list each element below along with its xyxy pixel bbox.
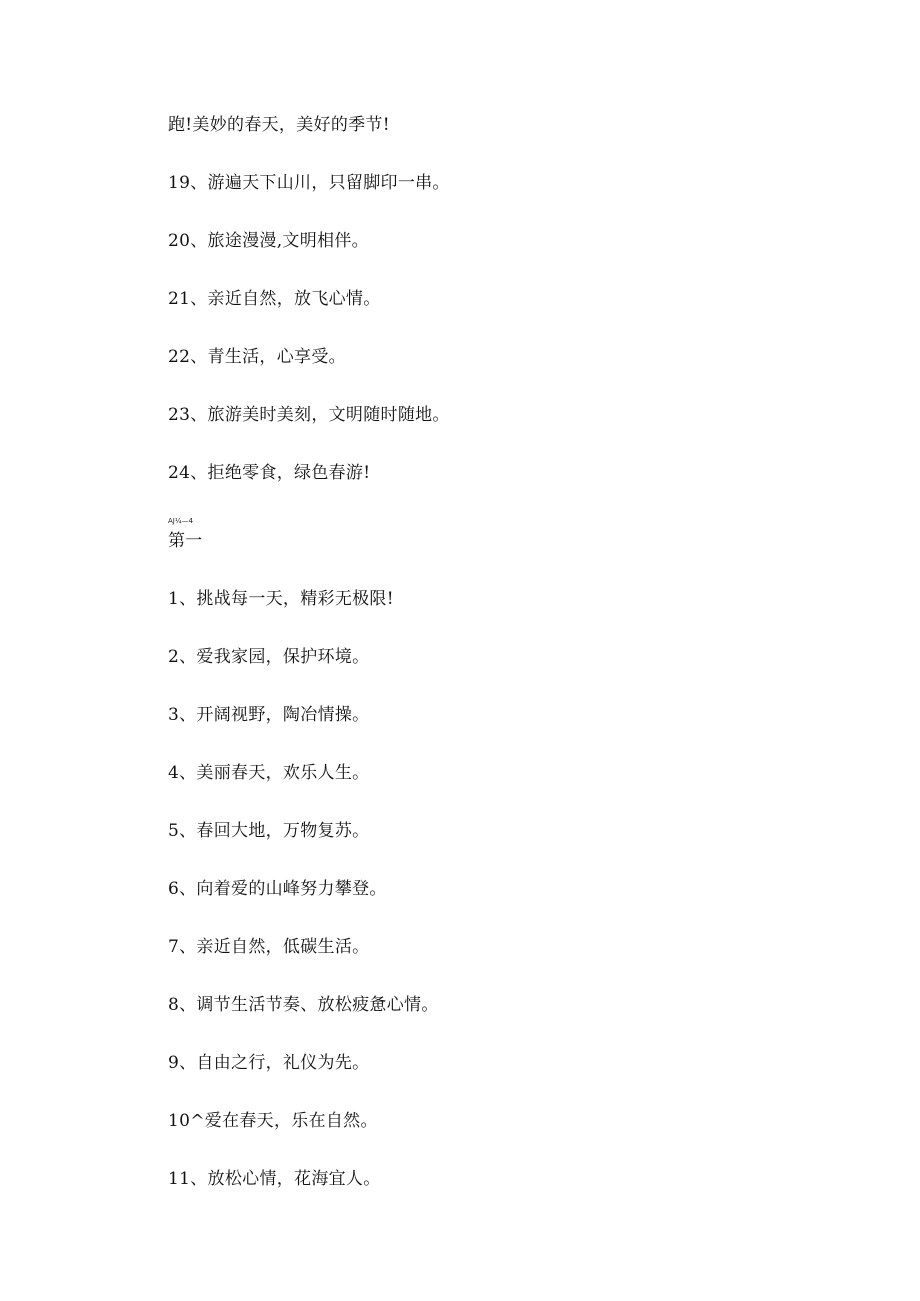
text-line: 5、春回大地，万物复苏。 bbox=[168, 821, 370, 841]
text-line: 11、放松心情，花海宜人。 bbox=[168, 1169, 381, 1189]
text-line: 6、向着爱的山峰努力攀登。 bbox=[168, 879, 387, 899]
text-line: 1、挑战每一天，精彩无极限! bbox=[168, 589, 394, 609]
text-line: 4、美丽春天，欢乐人生。 bbox=[168, 763, 370, 783]
text-line: 10^爱在春天，乐在自然。 bbox=[168, 1111, 378, 1131]
small-annotation: AJ¼—4 bbox=[168, 517, 194, 525]
text-line: 24、拒绝零食，绿色春游! bbox=[168, 463, 371, 483]
text-line: 20、旅途漫漫,文明相伴。 bbox=[168, 231, 369, 251]
section-heading: 第一 bbox=[168, 531, 203, 551]
text-line: 2、爱我家园，保护环境。 bbox=[168, 647, 370, 667]
text-line: 跑!美妙的春天，美好的季节! bbox=[168, 115, 390, 135]
text-line: 3、开阔视野，陶冶情操。 bbox=[168, 705, 370, 725]
text-line: 19、游遍天下山川，只留脚印一串。 bbox=[168, 173, 450, 193]
text-line: 9、自由之行，礼仪为先。 bbox=[168, 1053, 370, 1073]
text-line: 23、旅游美时美刻，文明随时随地。 bbox=[168, 405, 450, 425]
text-line: 8、调节生活节奏、放松疲惫心情。 bbox=[168, 995, 439, 1015]
text-line: 22、青生活，心享受。 bbox=[168, 347, 346, 367]
text-line: 21、亲近自然，放飞心情。 bbox=[168, 289, 381, 309]
text-line: 7、亲近自然，低碳生活。 bbox=[168, 937, 370, 957]
